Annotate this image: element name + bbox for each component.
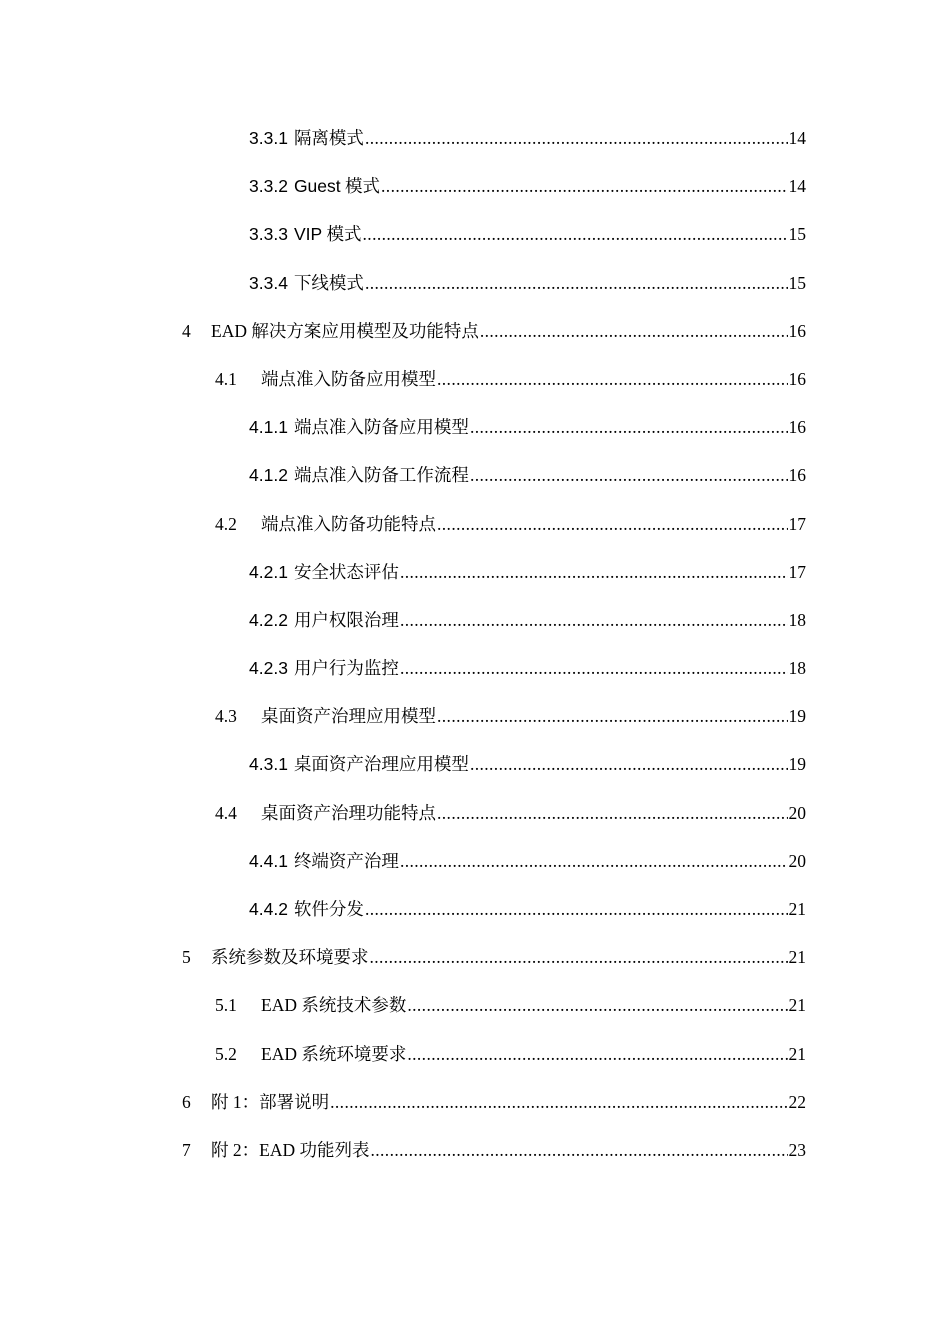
toc-entry-title: 端点准入防备应用模型 bbox=[261, 368, 436, 389]
toc-entry-title: 安全状态评估 bbox=[293, 561, 399, 582]
toc-page-number: 15 bbox=[788, 224, 806, 245]
toc-entry-title: 附 2：EAD 功能列表 bbox=[211, 1139, 370, 1160]
toc-entry-title: 附 1：部署说明 bbox=[211, 1091, 330, 1112]
toc-entry-6[interactable] bbox=[0, 1086, 950, 1134]
toc-entry-number: 4.2 bbox=[215, 513, 237, 534]
toc-entry-number: 3.3.3 bbox=[249, 224, 288, 245]
toc-entry-number: 4.3 bbox=[215, 706, 237, 727]
toc-entry-title: 系统参数及环境要求 bbox=[211, 947, 369, 968]
toc-entry-number: 4.2.2 bbox=[249, 609, 288, 630]
toc-entry-4-2-1[interactable] bbox=[0, 556, 950, 604]
toc-page-number: 20 bbox=[788, 850, 806, 871]
toc-entry-number: 4.4.2 bbox=[249, 899, 288, 919]
toc-dot-leader bbox=[470, 459, 788, 491]
toc-dot-leader bbox=[381, 170, 787, 202]
toc-entry-title: 桌面资产治理应用模型 bbox=[293, 754, 469, 775]
toc-entry-number: 4.1 bbox=[215, 368, 237, 389]
toc-entry-4-1-1[interactable] bbox=[0, 411, 950, 459]
toc-entry-4-4[interactable] bbox=[0, 797, 950, 845]
toc-entry-number: 3.3.2 bbox=[249, 176, 288, 197]
toc-entry-3-3-4[interactable] bbox=[0, 267, 950, 315]
toc-entry-4-4-1[interactable] bbox=[0, 845, 950, 893]
toc-entry-4-3[interactable] bbox=[0, 700, 950, 748]
toc-entry-title-latin: VIP bbox=[293, 224, 323, 245]
toc-page-number: 19 bbox=[788, 754, 806, 775]
toc-page-number: 17 bbox=[788, 513, 806, 534]
toc-entry-number: 5.2 bbox=[215, 1043, 237, 1064]
toc-entry-title: 软件分发 bbox=[293, 899, 364, 919]
toc-dot-leader bbox=[400, 845, 788, 877]
toc-page-number: 16 bbox=[788, 320, 806, 341]
toc-entry-title: EAD 系统技术参数 bbox=[261, 995, 407, 1016]
toc-dot-leader bbox=[400, 652, 788, 684]
toc-dot-leader bbox=[400, 556, 788, 588]
toc-entry-4[interactable] bbox=[0, 315, 950, 363]
toc-page-number: 14 bbox=[788, 176, 806, 197]
toc-entry-4-3-1[interactable] bbox=[0, 748, 950, 796]
toc-dot-leader bbox=[437, 508, 788, 540]
toc-page-number: 16 bbox=[788, 368, 806, 389]
toc-entry-title: 隔离模式 bbox=[293, 128, 364, 148]
toc-entry-title bbox=[294, 170, 380, 202]
toc-page-number: 21 bbox=[788, 1043, 806, 1064]
toc-page-number: 20 bbox=[788, 802, 806, 823]
toc-entry-title bbox=[294, 218, 362, 250]
toc-dot-leader bbox=[370, 941, 788, 973]
toc-entry-number: 4.2.3 bbox=[249, 658, 288, 679]
toc-dot-leader bbox=[407, 989, 787, 1021]
toc-entry-4-1-2[interactable] bbox=[0, 459, 950, 507]
table-of-contents bbox=[0, 122, 950, 1182]
toc-entry-number: 4.1.1 bbox=[249, 417, 288, 438]
toc-dot-leader bbox=[330, 1086, 787, 1118]
toc-entry-4-1[interactable] bbox=[0, 363, 950, 411]
toc-page-number: 22 bbox=[788, 1091, 806, 1112]
toc-entry-4-4-2[interactable] bbox=[0, 893, 950, 941]
toc-page-number: 23 bbox=[788, 1139, 806, 1160]
toc-dot-leader bbox=[470, 411, 788, 443]
toc-entry-title-cjk: 模式 bbox=[322, 224, 362, 245]
toc-page-number: 18 bbox=[788, 609, 806, 630]
toc-entry-number: 4.4.1 bbox=[249, 850, 288, 871]
toc-dot-leader bbox=[470, 748, 788, 780]
toc-page-number: 15 bbox=[788, 272, 806, 293]
toc-entry-4-2-3[interactable] bbox=[0, 652, 950, 700]
toc-dot-leader bbox=[365, 122, 788, 154]
toc-entry-number: 5.1 bbox=[215, 995, 237, 1016]
toc-dot-leader bbox=[400, 604, 788, 636]
toc-dot-leader bbox=[365, 267, 788, 299]
toc-dot-leader bbox=[407, 1038, 787, 1070]
toc-page-number: 18 bbox=[788, 658, 806, 679]
toc-dot-leader bbox=[437, 700, 788, 732]
toc-page-number: 16 bbox=[788, 465, 806, 486]
toc-entry-3-3-1[interactable] bbox=[0, 122, 950, 170]
toc-entry-title: EAD 系统环境要求 bbox=[261, 1043, 407, 1064]
toc-dot-leader bbox=[437, 363, 788, 395]
toc-dot-leader bbox=[370, 1134, 787, 1166]
toc-entry-number: 3.3.1 bbox=[249, 128, 288, 148]
toc-dot-leader bbox=[437, 797, 788, 829]
toc-entry-5-2[interactable] bbox=[0, 1038, 950, 1086]
toc-entry-5-1[interactable] bbox=[0, 989, 950, 1037]
toc-entry-3-3-3[interactable] bbox=[0, 218, 950, 266]
toc-entry-5[interactable] bbox=[0, 941, 950, 989]
toc-entry-number: 3.3.4 bbox=[249, 272, 288, 293]
toc-entry-number: 4.2.1 bbox=[249, 561, 288, 582]
toc-entry-title: 端点准入防备工作流程 bbox=[293, 465, 469, 486]
toc-entry-number: 6 bbox=[182, 1091, 191, 1112]
toc-entry-number: 7 bbox=[182, 1139, 191, 1160]
toc-entry-number: 4.3.1 bbox=[249, 754, 288, 775]
toc-page-number: 21 bbox=[788, 947, 806, 968]
toc-entry-title: 端点准入防备应用模型 bbox=[293, 417, 469, 438]
toc-entry-title: 用户权限治理 bbox=[293, 609, 399, 630]
toc-entry-title: 终端资产治理 bbox=[293, 850, 399, 871]
toc-page-number: 19 bbox=[788, 706, 806, 727]
toc-page-number: 21 bbox=[788, 995, 806, 1016]
toc-dot-leader bbox=[365, 893, 788, 925]
toc-entry-number: 4 bbox=[182, 320, 191, 341]
toc-entry-title: 桌面资产治理功能特点 bbox=[261, 802, 436, 823]
toc-entry-title: 下线模式 bbox=[293, 272, 364, 293]
toc-entry-title: 桌面资产治理应用模型 bbox=[261, 706, 436, 727]
toc-dot-leader bbox=[363, 218, 788, 250]
toc-page-number: 17 bbox=[788, 561, 806, 582]
toc-entry-4-2[interactable] bbox=[0, 508, 950, 556]
toc-entry-title-latin: Guest bbox=[293, 176, 341, 197]
toc-entry-title: 用户行为监控 bbox=[293, 658, 399, 679]
toc-page-number: 16 bbox=[788, 417, 806, 438]
toc-entry-title: EAD 解决方案应用模型及功能特点 bbox=[211, 320, 479, 341]
toc-entry-3-3-2[interactable] bbox=[0, 170, 950, 218]
toc-entry-4-2-2[interactable] bbox=[0, 604, 950, 652]
toc-page-number: 14 bbox=[788, 128, 806, 148]
toc-entry-number: 4.1.2 bbox=[249, 465, 288, 486]
toc-entry-7[interactable] bbox=[0, 1134, 950, 1182]
toc-entry-title: 端点准入防备功能特点 bbox=[261, 513, 436, 534]
toc-dot-leader bbox=[480, 315, 788, 347]
toc-entry-number: 5 bbox=[182, 947, 191, 968]
toc-page-number: 21 bbox=[788, 899, 806, 919]
toc-entry-title-cjk: 模式 bbox=[340, 176, 381, 197]
toc-entry-number: 4.4 bbox=[215, 802, 237, 823]
